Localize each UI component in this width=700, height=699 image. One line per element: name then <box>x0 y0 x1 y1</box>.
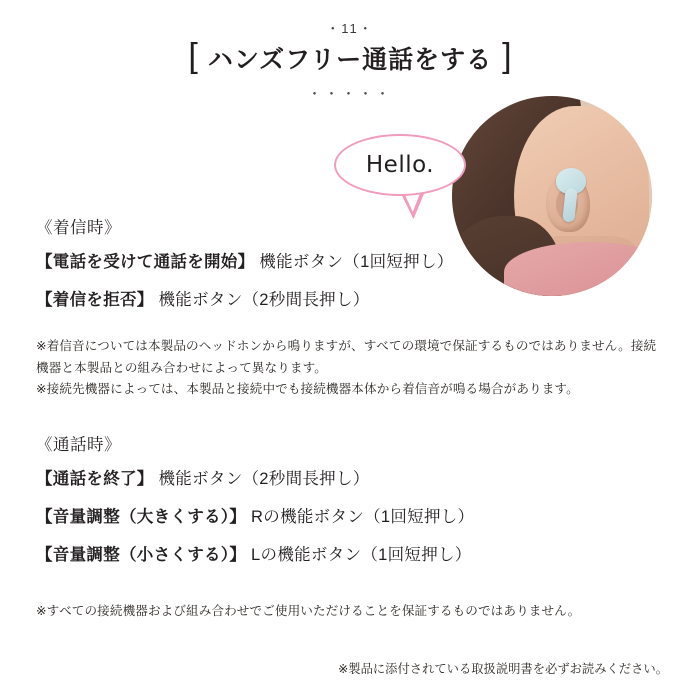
bracket-left-icon: [ <box>188 37 198 75</box>
page-title-text: ハンズフリー通話をする <box>207 46 493 74</box>
footer-note: ※製品に添付されている取扱説明書を必ずお読みください。 <box>337 662 668 676</box>
bracket-right-icon: ] <box>502 37 512 75</box>
document-body <box>36 214 668 623</box>
item-value: Rの機能ボタン（1回短押し） <box>251 507 475 526</box>
item-label: 【着信を拒否】 <box>36 291 154 309</box>
title-dots-decoration: ・・・・・ <box>307 86 393 102</box>
item-value: 機能ボタン（2秒間長押し） <box>158 291 370 309</box>
item-value: Lの機能ボタン（1回短押し） <box>251 545 472 564</box>
page-title <box>0 37 700 76</box>
spacer <box>36 401 668 431</box>
item-value: 機能ボタン（1回短押し） <box>259 253 454 271</box>
list-item <box>36 465 668 489</box>
list-item <box>36 286 668 310</box>
spacer <box>36 579 668 601</box>
section-heading-call: 《通話時》 <box>36 435 121 454</box>
note-text: ※すべての接続機器および組み合わせでご使用いただけることを保証するものではありません。 <box>36 603 581 618</box>
item-value: 機能ボタン（2秒間長押し） <box>158 469 370 488</box>
speech-bubble-text: Hello. <box>365 152 435 178</box>
item-label: 【音量調整（小さくする）】 <box>36 545 247 564</box>
item-label: 【通話を終了】 <box>36 469 154 488</box>
section-heading-incoming: 《着信時》 <box>36 219 121 237</box>
page-number: ・11・ <box>326 21 374 36</box>
item-label: 【音量調整（大きくする）】 <box>36 507 247 526</box>
list-item <box>36 248 668 272</box>
item-label: 【電話を受けて通話を開始】 <box>36 253 255 271</box>
note-text: ※着信音については本製品のヘッドホンから鳴りますが、すべての環境で保証するものではありません。接続機器と本製品との組み合わせによって異なります。 <box>36 339 657 375</box>
note-text: ※接続先機器によっては、本製品と接続中でも接続機器本体から着信音が鳴る場合があります。 <box>36 382 579 397</box>
list-item <box>36 503 668 527</box>
speech-bubble <box>334 134 466 196</box>
list-item <box>36 541 668 565</box>
spacer <box>36 324 668 336</box>
